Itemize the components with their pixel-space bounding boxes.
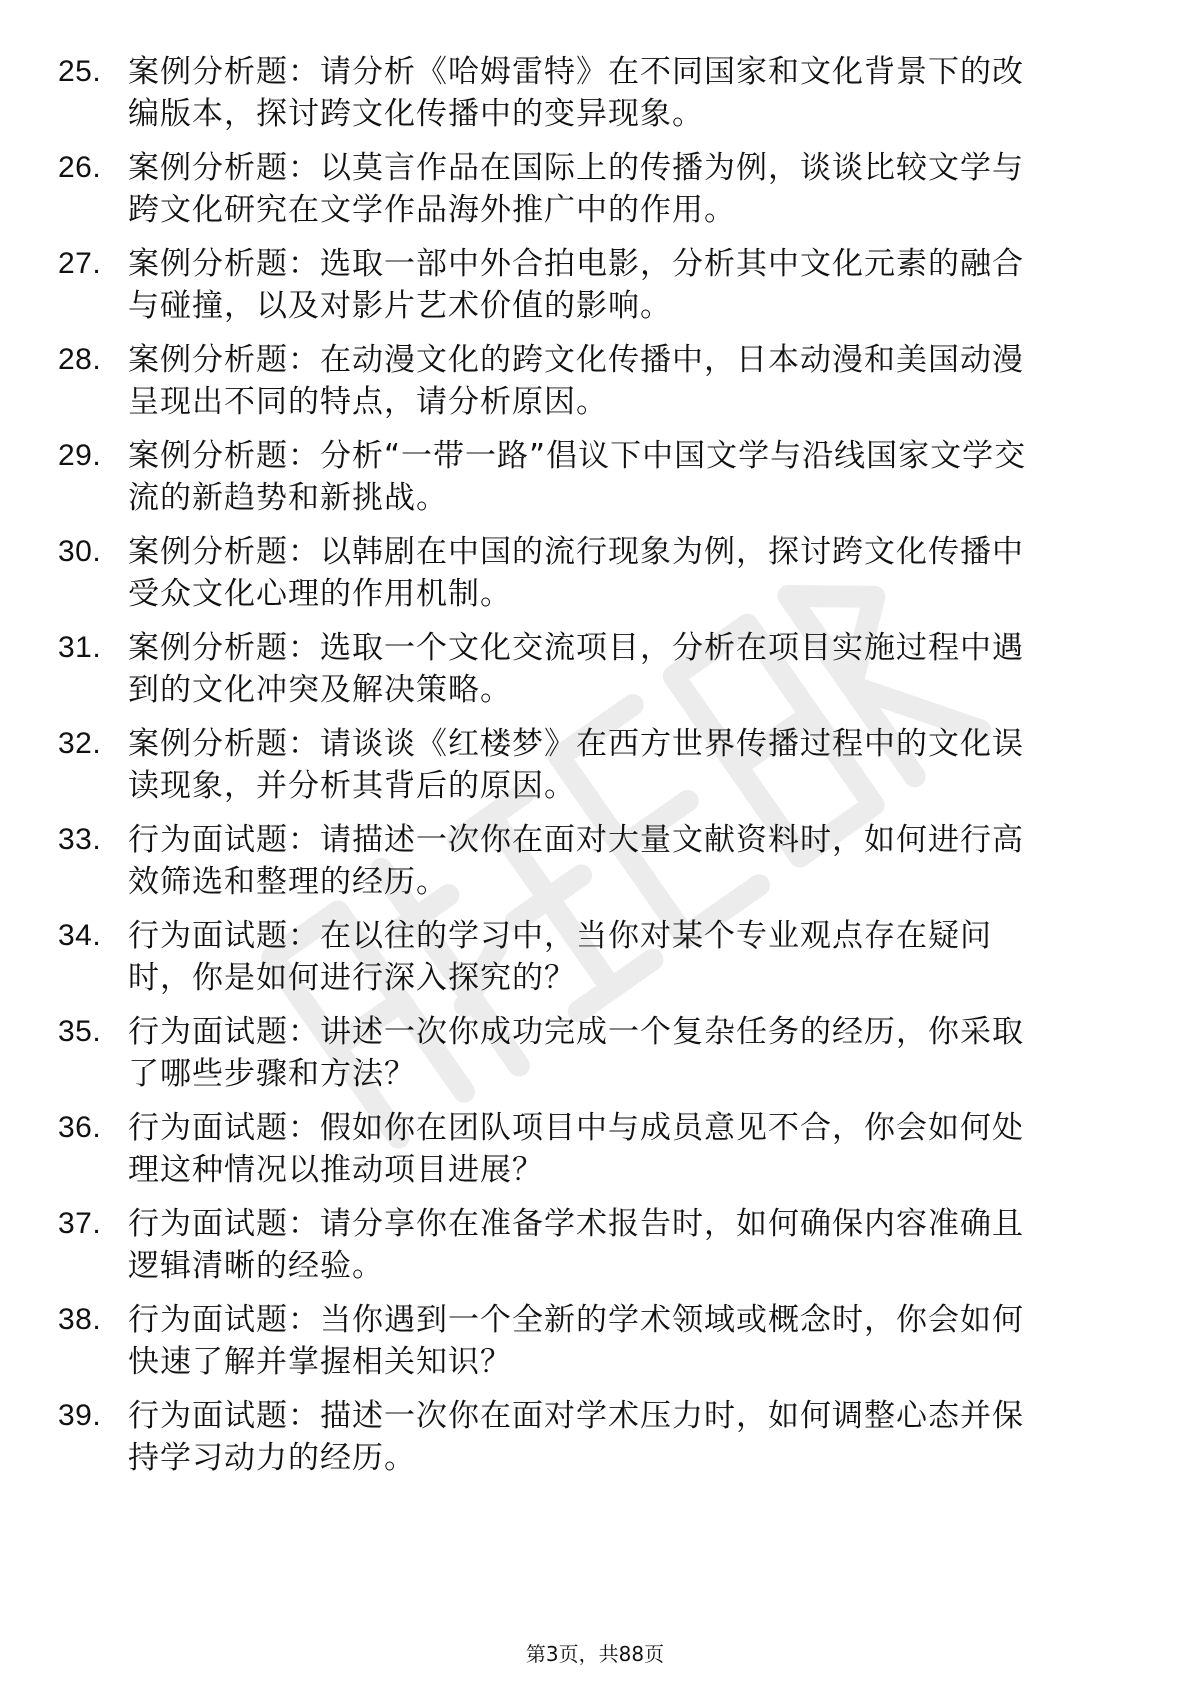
question-line-1: 行为面试题：描述一次你在面对学术压力时，如何调整心态并保 <box>128 1398 1024 1434</box>
question-line-2: 效筛选和整理的经历。 <box>128 864 448 900</box>
question-text <box>128 915 1113 999</box>
question-number: 25. <box>58 55 102 88</box>
question-text <box>128 1299 1113 1383</box>
question-number: 26. <box>58 151 102 184</box>
question-line-2: 逻辑清晰的经验。 <box>128 1248 384 1284</box>
list-item <box>0 1395 1190 1479</box>
question-text <box>128 1203 1113 1287</box>
question-line-2: 了哪些步骤和方法？ <box>128 1056 416 1092</box>
question-line-2: 读现象，并分析其背后的原因。 <box>128 768 576 804</box>
question-text <box>128 819 1113 903</box>
question-line-1: 案例分析题：分析“一带一路”倡议下中国文学与沿线国家文学交 <box>128 438 1027 474</box>
question-line-2: 时，你是如何进行深入探究的？ <box>128 960 576 996</box>
question-line-2: 流的新趋势和新挑战。 <box>128 480 448 516</box>
question-number: 31. <box>58 631 102 664</box>
question-number: 37. <box>58 1207 102 1240</box>
question-number: 35. <box>58 1015 102 1048</box>
list-item <box>0 1203 1190 1287</box>
question-line-1: 案例分析题：以莫言作品在国际上的传播为例，谈谈比较文学与 <box>128 150 1024 186</box>
question-number: 28. <box>58 343 102 376</box>
question-text <box>128 147 1113 231</box>
question-number: 38. <box>58 1303 102 1336</box>
list-item <box>0 1299 1190 1383</box>
question-line-1: 案例分析题：以韩剧在中国的流行现象为例，探讨跨文化传播中 <box>128 534 1024 570</box>
question-line-2: 编版本，探讨跨文化传播中的变异现象。 <box>128 96 704 132</box>
question-line-1: 案例分析题：请分析《哈姆雷特》在不同国家和文化背景下的改 <box>128 54 1024 90</box>
question-line-1: 行为面试题：请分享你在准备学术报告时，如何确保内容准确且 <box>128 1206 1024 1242</box>
page-footer <box>0 1640 1190 1668</box>
question-number: 39. <box>58 1399 102 1432</box>
question-text <box>128 339 1113 423</box>
question-line-1: 行为面试题：当你遇到一个全新的学术领域或概念时，你会如何 <box>128 1302 1024 1338</box>
question-number: 30. <box>58 535 102 568</box>
question-line-2: 到的文化冲突及解决策略。 <box>128 672 512 708</box>
list-item <box>0 1011 1190 1095</box>
question-line-1: 行为面试题：假如你在团队项目中与成员意见不合，你会如何处 <box>128 1110 1024 1146</box>
question-number: 32. <box>58 727 102 760</box>
list-item <box>0 627 1190 711</box>
list-item <box>0 819 1190 903</box>
question-text <box>128 435 1113 519</box>
question-line-2: 理这种情况以推动项目进展？ <box>128 1152 544 1188</box>
question-text <box>128 1395 1113 1479</box>
question-line-2: 与碰撞，以及对影片艺术价值的影响。 <box>128 288 672 324</box>
question-line-1: 案例分析题：选取一个文化交流项目，分析在项目实施过程中遇 <box>128 630 1024 666</box>
question-number: 27. <box>58 247 102 280</box>
list-item <box>0 1107 1190 1191</box>
question-line-2: 受众文化心理的作用机制。 <box>128 576 512 612</box>
list-item <box>0 243 1190 327</box>
question-line-2: 快速了解并掌握相关知识？ <box>128 1344 512 1380</box>
question-line-1: 行为面试题：在以往的学习中，当你对某个专业观点存在疑问 <box>128 918 992 954</box>
question-line-1: 行为面试题：讲述一次你成功完成一个复杂任务的经历，你采取 <box>128 1014 1024 1050</box>
list-item <box>0 435 1190 519</box>
list-item <box>0 51 1190 135</box>
question-number: 36. <box>58 1111 102 1144</box>
question-line-2: 持学习动力的经历。 <box>128 1440 416 1476</box>
list-item <box>0 915 1190 999</box>
question-line-1: 案例分析题：选取一部中外合拍电影，分析其中文化元素的融合 <box>128 246 1024 282</box>
list-item <box>0 723 1190 807</box>
page-number: 第3页，共88页 <box>525 1642 665 1666</box>
list-item <box>0 531 1190 615</box>
question-text <box>128 627 1113 711</box>
question-text <box>128 1107 1113 1191</box>
question-text <box>128 243 1113 327</box>
question-line-2: 呈现出不同的特点，请分析原因。 <box>128 384 608 420</box>
question-text <box>128 1011 1113 1095</box>
list-item <box>0 339 1190 423</box>
question-line-1: 案例分析题：请谈谈《红楼梦》在西方世界传播过程中的文化误 <box>128 726 1024 762</box>
list-item <box>0 147 1190 231</box>
question-line-1: 行为面试题：请描述一次你在面对大量文献资料时，如何进行高 <box>128 822 1024 858</box>
question-number: 34. <box>58 919 102 952</box>
question-text <box>128 51 1113 135</box>
question-line-1: 案例分析题：在动漫文化的跨文化传播中，日本动漫和美国动漫 <box>128 342 1024 378</box>
question-text <box>128 531 1113 615</box>
question-number: 33. <box>58 823 102 856</box>
question-line-2: 跨文化研究在文学作品海外推广中的作用。 <box>128 192 736 228</box>
question-text <box>128 723 1113 807</box>
question-number: 29. <box>58 439 102 472</box>
